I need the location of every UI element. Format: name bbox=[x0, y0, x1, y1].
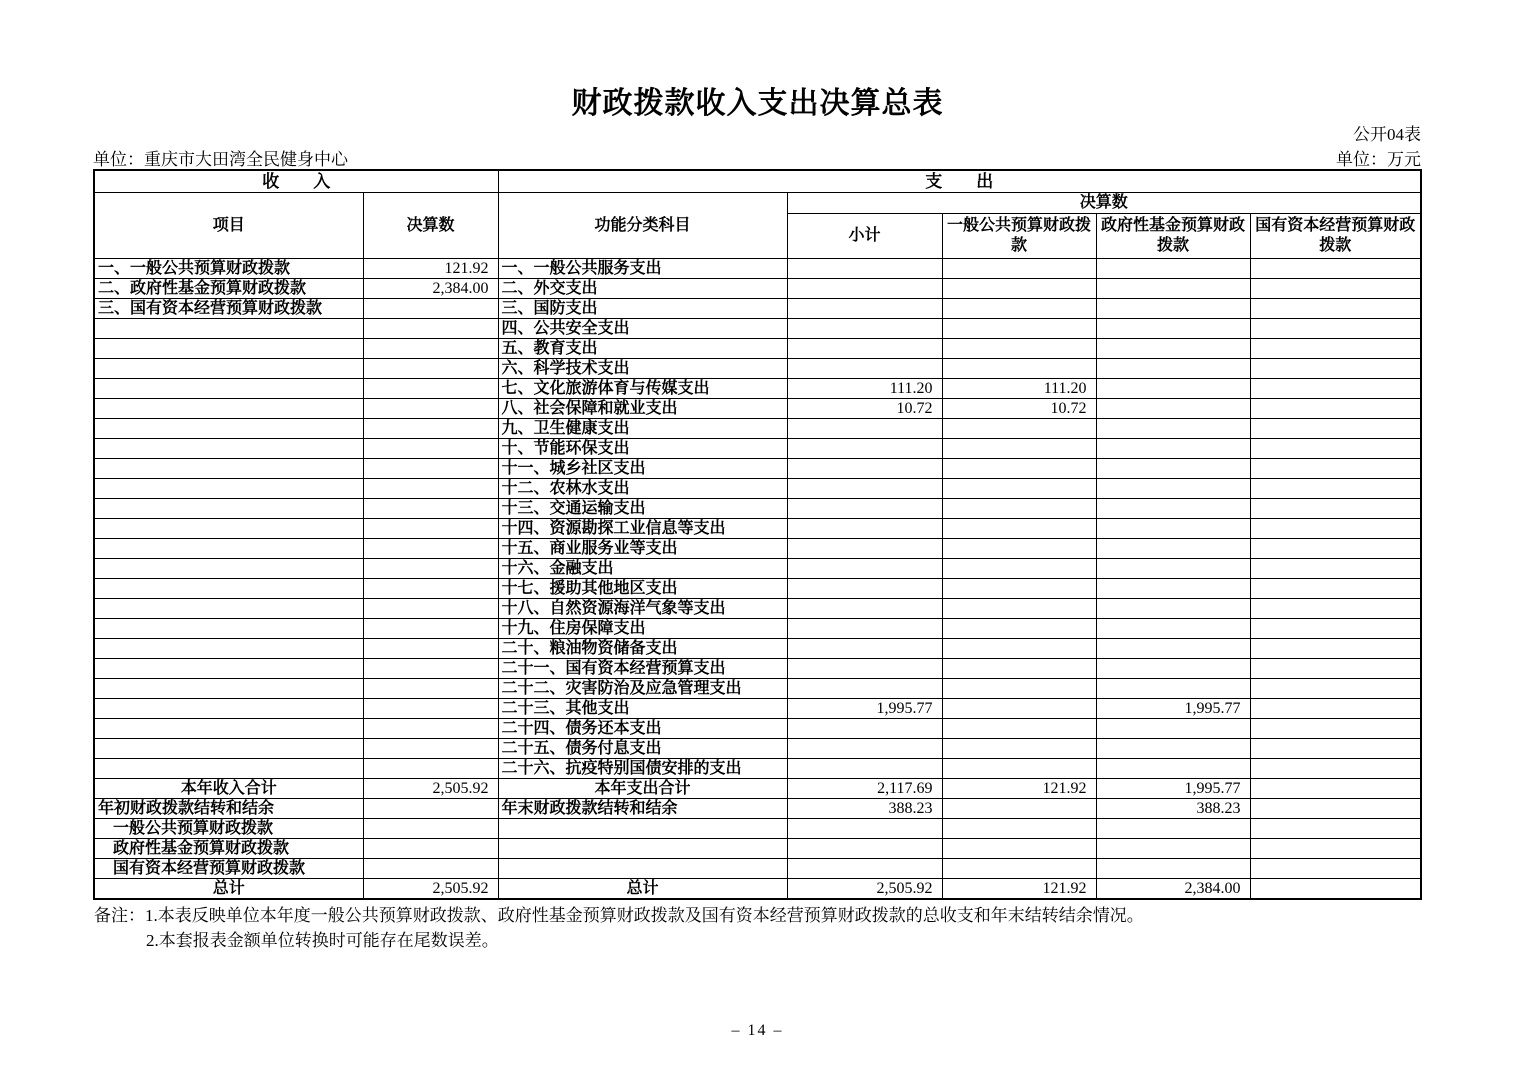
fiscal-appropriation-table bbox=[93, 169, 1422, 900]
gov-fund-cell bbox=[1096, 339, 1250, 359]
income-amount-cell: 121.92 bbox=[363, 259, 498, 279]
income-amount-cell bbox=[363, 579, 498, 599]
column-header-expenditure-final-amount: 决算数 bbox=[787, 193, 1421, 214]
general-budget-cell bbox=[942, 639, 1096, 659]
gov-fund-cell bbox=[1096, 739, 1250, 759]
gov-fund-cell: 388.23 bbox=[1096, 799, 1250, 819]
income-amount-cell bbox=[363, 819, 498, 839]
table-row bbox=[94, 299, 1421, 319]
state-capital-cell bbox=[1250, 259, 1421, 279]
general-budget-cell bbox=[942, 359, 1096, 379]
income-item-cell: 三、国有资本经营预算财政拨款 bbox=[94, 299, 363, 319]
note-text-1: 1.本表反映单位本年度一般公共预算财政拨款、政府性基金预算财政拨款及国有资本经营预算财政拨款的总收支和年末结转结余情况。 bbox=[145, 906, 1144, 925]
table-row bbox=[94, 879, 1421, 900]
state-capital-cell bbox=[1250, 359, 1421, 379]
general-budget-cell bbox=[942, 519, 1096, 539]
income-amount-cell bbox=[363, 439, 498, 459]
column-header-government-fund-budget: 政府性基金预算财政拨款 bbox=[1096, 214, 1250, 259]
subtotal-cell bbox=[787, 859, 942, 879]
general-budget-cell bbox=[942, 339, 1096, 359]
state-capital-cell bbox=[1250, 839, 1421, 859]
general-budget-cell bbox=[942, 839, 1096, 859]
expenditure-item-cell: 十、节能环保支出 bbox=[498, 439, 787, 459]
income-amount-cell bbox=[363, 639, 498, 659]
table-row bbox=[94, 279, 1421, 299]
gov-fund-cell bbox=[1096, 379, 1250, 399]
gov-fund-cell bbox=[1096, 419, 1250, 439]
income-item-cell bbox=[94, 699, 363, 719]
gov-fund-cell: 1,995.77 bbox=[1096, 699, 1250, 719]
subtotal-cell bbox=[787, 659, 942, 679]
expenditure-item-cell: 二十三、其他支出 bbox=[498, 699, 787, 719]
general-budget-cell bbox=[942, 559, 1096, 579]
income-amount-cell bbox=[363, 299, 498, 319]
expenditure-item-cell: 本年支出合计 bbox=[498, 779, 787, 799]
table-row bbox=[94, 339, 1421, 359]
state-capital-cell bbox=[1250, 659, 1421, 679]
table-row bbox=[94, 359, 1421, 379]
income-item-cell bbox=[94, 499, 363, 519]
income-item-cell: 本年收入合计 bbox=[94, 779, 363, 799]
general-budget-cell bbox=[942, 479, 1096, 499]
gov-fund-cell bbox=[1096, 259, 1250, 279]
subtotal-cell bbox=[787, 339, 942, 359]
income-item-cell bbox=[94, 339, 363, 359]
income-amount-cell bbox=[363, 479, 498, 499]
income-amount-cell bbox=[363, 499, 498, 519]
table-row bbox=[94, 639, 1421, 659]
expenditure-item-cell: 一、一般公共服务支出 bbox=[498, 259, 787, 279]
state-capital-cell bbox=[1250, 499, 1421, 519]
expenditure-item-cell: 二十、粮油物资储备支出 bbox=[498, 639, 787, 659]
form-code-label: 公开04表 bbox=[1353, 125, 1421, 144]
unit-currency-label: 单位：万元 bbox=[1336, 150, 1421, 169]
table-section-header-row bbox=[94, 170, 1421, 193]
subtotal-cell: 2,117.69 bbox=[787, 779, 942, 799]
expenditure-item-cell: 二、外交支出 bbox=[498, 279, 787, 299]
expenditure-item-cell: 九、卫生健康支出 bbox=[498, 419, 787, 439]
subtotal-cell: 10.72 bbox=[787, 399, 942, 419]
column-header-functional-category: 功能分类科目 bbox=[498, 193, 787, 259]
general-budget-cell bbox=[942, 659, 1096, 679]
gov-fund-cell bbox=[1096, 479, 1250, 499]
income-item-cell bbox=[94, 359, 363, 379]
table-row bbox=[94, 799, 1421, 819]
table-row bbox=[94, 259, 1421, 279]
expenditure-item-cell: 四、公共安全支出 bbox=[498, 319, 787, 339]
gov-fund-cell bbox=[1096, 439, 1250, 459]
expenditure-item-cell: 十六、金融支出 bbox=[498, 559, 787, 579]
general-budget-cell bbox=[942, 859, 1096, 879]
income-item-cell bbox=[94, 719, 363, 739]
general-budget-cell bbox=[942, 739, 1096, 759]
table-row bbox=[94, 439, 1421, 459]
income-item-cell bbox=[94, 619, 363, 639]
gov-fund-cell bbox=[1096, 579, 1250, 599]
table-row bbox=[94, 459, 1421, 479]
gov-fund-cell: 1,995.77 bbox=[1096, 779, 1250, 799]
state-capital-cell bbox=[1250, 799, 1421, 819]
table-row bbox=[94, 719, 1421, 739]
note-line-1 bbox=[94, 903, 1421, 928]
income-item-cell bbox=[94, 439, 363, 459]
expenditure-item-cell: 年末财政拨款结转和结余 bbox=[498, 799, 787, 819]
income-amount-cell bbox=[363, 619, 498, 639]
state-capital-cell bbox=[1250, 559, 1421, 579]
expenditure-item-cell: 十七、援助其他地区支出 bbox=[498, 579, 787, 599]
subtotal-cell bbox=[787, 679, 942, 699]
general-budget-cell: 121.92 bbox=[942, 779, 1096, 799]
expenditure-item-cell: 总计 bbox=[498, 879, 787, 900]
state-capital-cell bbox=[1250, 859, 1421, 879]
state-capital-cell bbox=[1250, 639, 1421, 659]
general-budget-cell bbox=[942, 699, 1096, 719]
income-amount-cell bbox=[363, 599, 498, 619]
state-capital-cell bbox=[1250, 459, 1421, 479]
general-budget-cell: 10.72 bbox=[942, 399, 1096, 419]
expenditure-item-cell: 十三、交通运输支出 bbox=[498, 499, 787, 519]
state-capital-cell bbox=[1250, 319, 1421, 339]
page-number: – 14 – bbox=[731, 1022, 784, 1039]
table-body bbox=[94, 259, 1421, 900]
table-row bbox=[94, 859, 1421, 879]
notes-section bbox=[94, 903, 1421, 953]
expenditure-item-cell: 十九、住房保障支出 bbox=[498, 619, 787, 639]
expenditure-item-cell: 二十四、债务还本支出 bbox=[498, 719, 787, 739]
income-amount-cell bbox=[363, 679, 498, 699]
subtotal-cell bbox=[787, 499, 942, 519]
gov-fund-cell bbox=[1096, 659, 1250, 679]
column-header-general-public-budget: 一般公共预算财政拨款 bbox=[942, 214, 1096, 259]
income-amount-cell bbox=[363, 719, 498, 739]
state-capital-cell bbox=[1250, 539, 1421, 559]
general-budget-cell bbox=[942, 259, 1096, 279]
gov-fund-cell bbox=[1096, 319, 1250, 339]
table-row bbox=[94, 579, 1421, 599]
column-header-subtotal: 小计 bbox=[787, 214, 942, 259]
table-row bbox=[94, 679, 1421, 699]
income-item-cell: 一般公共预算财政拨款 bbox=[94, 819, 363, 839]
gov-fund-cell bbox=[1096, 279, 1250, 299]
income-amount-cell bbox=[363, 339, 498, 359]
income-amount-cell bbox=[363, 359, 498, 379]
state-capital-cell bbox=[1250, 879, 1421, 900]
state-capital-cell bbox=[1250, 699, 1421, 719]
state-capital-cell bbox=[1250, 379, 1421, 399]
general-budget-cell bbox=[942, 819, 1096, 839]
subtotal-cell bbox=[787, 299, 942, 319]
general-budget-cell bbox=[942, 299, 1096, 319]
subtotal-cell: 1,995.77 bbox=[787, 699, 942, 719]
table-mid-header-row bbox=[94, 193, 1421, 214]
table-row bbox=[94, 379, 1421, 399]
income-amount-cell bbox=[363, 839, 498, 859]
gov-fund-cell bbox=[1096, 599, 1250, 619]
income-amount-cell bbox=[363, 659, 498, 679]
subtotal-cell bbox=[787, 279, 942, 299]
income-item-cell bbox=[94, 319, 363, 339]
income-item-cell bbox=[94, 399, 363, 419]
table-row bbox=[94, 739, 1421, 759]
general-budget-cell bbox=[942, 459, 1096, 479]
general-budget-cell bbox=[942, 499, 1096, 519]
unit-name-label: 单位：重庆市大田湾全民健身中心 bbox=[93, 150, 348, 169]
income-item-cell bbox=[94, 519, 363, 539]
table-row bbox=[94, 399, 1421, 419]
subtotal-cell bbox=[787, 639, 942, 659]
gov-fund-cell bbox=[1096, 559, 1250, 579]
column-header-income-final-amount: 决算数 bbox=[363, 193, 498, 259]
income-amount-cell: 2,384.00 bbox=[363, 279, 498, 299]
subtotal-cell bbox=[787, 619, 942, 639]
income-item-cell bbox=[94, 739, 363, 759]
income-section-header: 收 入 bbox=[94, 170, 498, 193]
state-capital-cell bbox=[1250, 479, 1421, 499]
gov-fund-cell bbox=[1096, 519, 1250, 539]
subtotal-cell bbox=[787, 519, 942, 539]
subtotal-cell: 111.20 bbox=[787, 379, 942, 399]
income-item-cell bbox=[94, 539, 363, 559]
income-item-cell bbox=[94, 559, 363, 579]
income-amount-cell: 2,505.92 bbox=[363, 879, 498, 900]
subtotal-cell bbox=[787, 359, 942, 379]
general-budget-cell bbox=[942, 279, 1096, 299]
expenditure-item-cell: 十五、商业服务业等支出 bbox=[498, 539, 787, 559]
table-row bbox=[94, 499, 1421, 519]
table-row bbox=[94, 319, 1421, 339]
general-budget-cell bbox=[942, 799, 1096, 819]
expenditure-item-cell: 二十六、抗疫特别国债安排的支出 bbox=[498, 759, 787, 779]
gov-fund-cell: 2,384.00 bbox=[1096, 879, 1250, 900]
gov-fund-cell bbox=[1096, 859, 1250, 879]
income-item-cell: 一、一般公共预算财政拨款 bbox=[94, 259, 363, 279]
expenditure-item-cell: 三、国防支出 bbox=[498, 299, 787, 319]
state-capital-cell bbox=[1250, 579, 1421, 599]
gov-fund-cell bbox=[1096, 619, 1250, 639]
gov-fund-cell bbox=[1096, 679, 1250, 699]
state-capital-cell bbox=[1250, 719, 1421, 739]
table-row bbox=[94, 539, 1421, 559]
expenditure-item-cell: 十二、农林水支出 bbox=[498, 479, 787, 499]
expenditure-item-cell: 二十五、债务付息支出 bbox=[498, 739, 787, 759]
subtotal-cell: 388.23 bbox=[787, 799, 942, 819]
income-amount-cell bbox=[363, 559, 498, 579]
gov-fund-cell bbox=[1096, 539, 1250, 559]
expenditure-item-cell: 八、社会保障和就业支出 bbox=[498, 399, 787, 419]
income-item-cell bbox=[94, 479, 363, 499]
gov-fund-cell bbox=[1096, 759, 1250, 779]
general-budget-cell bbox=[942, 539, 1096, 559]
state-capital-cell bbox=[1250, 279, 1421, 299]
table-row bbox=[94, 559, 1421, 579]
subtotal-cell bbox=[787, 599, 942, 619]
income-amount-cell: 2,505.92 bbox=[363, 779, 498, 799]
expenditure-item-cell bbox=[498, 819, 787, 839]
state-capital-cell bbox=[1250, 759, 1421, 779]
income-amount-cell bbox=[363, 739, 498, 759]
gov-fund-cell bbox=[1096, 399, 1250, 419]
income-amount-cell bbox=[363, 419, 498, 439]
subtotal-cell bbox=[787, 819, 942, 839]
expenditure-item-cell: 十四、资源勘探工业信息等支出 bbox=[498, 519, 787, 539]
state-capital-cell bbox=[1250, 779, 1421, 799]
expenditure-item-cell: 七、文化旅游体育与传媒支出 bbox=[498, 379, 787, 399]
general-budget-cell bbox=[942, 679, 1096, 699]
table-row bbox=[94, 779, 1421, 799]
gov-fund-cell bbox=[1096, 719, 1250, 739]
subtotal-cell bbox=[787, 439, 942, 459]
income-amount-cell bbox=[363, 519, 498, 539]
subtotal-cell bbox=[787, 539, 942, 559]
income-item-cell: 政府性基金预算财政拨款 bbox=[94, 839, 363, 859]
table-row bbox=[94, 479, 1421, 499]
state-capital-cell bbox=[1250, 519, 1421, 539]
subtotal-cell bbox=[787, 419, 942, 439]
expenditure-item-cell: 二十一、国有资本经营预算支出 bbox=[498, 659, 787, 679]
table-row bbox=[94, 519, 1421, 539]
expenditure-section-header: 支 出 bbox=[498, 170, 1421, 193]
subtotal-cell bbox=[787, 319, 942, 339]
table-row bbox=[94, 599, 1421, 619]
general-budget-cell: 111.20 bbox=[942, 379, 1096, 399]
income-item-cell bbox=[94, 659, 363, 679]
subtotal-cell bbox=[787, 559, 942, 579]
general-budget-cell bbox=[942, 319, 1096, 339]
expenditure-item-cell bbox=[498, 859, 787, 879]
expenditure-item-cell: 十八、自然资源海洋气象等支出 bbox=[498, 599, 787, 619]
state-capital-cell bbox=[1250, 739, 1421, 759]
gov-fund-cell bbox=[1096, 499, 1250, 519]
subtotal-cell bbox=[787, 259, 942, 279]
gov-fund-cell bbox=[1096, 359, 1250, 379]
income-item-cell bbox=[94, 679, 363, 699]
income-amount-cell bbox=[363, 319, 498, 339]
gov-fund-cell bbox=[1096, 839, 1250, 859]
state-capital-cell bbox=[1250, 439, 1421, 459]
expenditure-item-cell: 二十二、灾害防治及应急管理支出 bbox=[498, 679, 787, 699]
expenditure-item-cell bbox=[498, 839, 787, 859]
general-budget-cell bbox=[942, 759, 1096, 779]
income-amount-cell bbox=[363, 539, 498, 559]
table-row bbox=[94, 839, 1421, 859]
notes-label: 备注： bbox=[94, 906, 145, 925]
income-item-cell bbox=[94, 459, 363, 479]
gov-fund-cell bbox=[1096, 459, 1250, 479]
table-row bbox=[94, 659, 1421, 679]
income-amount-cell bbox=[363, 459, 498, 479]
state-capital-cell bbox=[1250, 679, 1421, 699]
table-row bbox=[94, 619, 1421, 639]
state-capital-cell bbox=[1250, 399, 1421, 419]
state-capital-cell bbox=[1250, 339, 1421, 359]
subtotal-cell bbox=[787, 739, 942, 759]
income-item-cell: 二、政府性基金预算财政拨款 bbox=[94, 279, 363, 299]
income-item-cell: 国有资本经营预算财政拨款 bbox=[94, 859, 363, 879]
subtotal-cell: 2,505.92 bbox=[787, 879, 942, 900]
subtotal-cell bbox=[787, 579, 942, 599]
state-capital-cell bbox=[1250, 419, 1421, 439]
income-amount-cell bbox=[363, 759, 498, 779]
general-budget-cell bbox=[942, 439, 1096, 459]
general-budget-cell bbox=[942, 419, 1096, 439]
income-amount-cell bbox=[363, 379, 498, 399]
column-header-state-capital-budget: 国有资本经营预算财政拨款 bbox=[1250, 214, 1421, 259]
income-item-cell bbox=[94, 579, 363, 599]
income-amount-cell bbox=[363, 859, 498, 879]
state-capital-cell bbox=[1250, 299, 1421, 319]
gov-fund-cell bbox=[1096, 819, 1250, 839]
subtotal-cell bbox=[787, 479, 942, 499]
subtotal-cell bbox=[787, 459, 942, 479]
meta-row bbox=[93, 145, 1421, 170]
table-row bbox=[94, 819, 1421, 839]
expenditure-item-cell: 五、教育支出 bbox=[498, 339, 787, 359]
general-budget-cell bbox=[942, 719, 1096, 739]
subtotal-cell bbox=[787, 719, 942, 739]
income-amount-cell bbox=[363, 799, 498, 819]
expenditure-item-cell: 十一、城乡社区支出 bbox=[498, 459, 787, 479]
general-budget-cell bbox=[942, 599, 1096, 619]
income-item-cell bbox=[94, 759, 363, 779]
state-capital-cell bbox=[1250, 819, 1421, 839]
state-capital-cell bbox=[1250, 619, 1421, 639]
note-line-2: 2.本套报表金额单位转换时可能存在尾数误差。 bbox=[146, 931, 499, 950]
expenditure-item-cell: 六、科学技术支出 bbox=[498, 359, 787, 379]
subtotal-cell bbox=[787, 759, 942, 779]
gov-fund-cell bbox=[1096, 639, 1250, 659]
income-item-cell bbox=[94, 379, 363, 399]
income-amount-cell bbox=[363, 699, 498, 719]
gov-fund-cell bbox=[1096, 299, 1250, 319]
income-item-cell bbox=[94, 419, 363, 439]
income-item-cell bbox=[94, 599, 363, 619]
income-amount-cell bbox=[363, 399, 498, 419]
general-budget-cell: 121.92 bbox=[942, 879, 1096, 900]
income-item-cell: 总计 bbox=[94, 879, 363, 900]
column-header-item: 项目 bbox=[94, 193, 363, 259]
income-item-cell: 年初财政拨款结转和结余 bbox=[94, 799, 363, 819]
page-title: 财政拨款收入支出决算总表 bbox=[571, 87, 944, 120]
general-budget-cell bbox=[942, 579, 1096, 599]
income-item-cell bbox=[94, 639, 363, 659]
general-budget-cell bbox=[942, 619, 1096, 639]
state-capital-cell bbox=[1250, 599, 1421, 619]
table-row bbox=[94, 699, 1421, 719]
subtotal-cell bbox=[787, 839, 942, 859]
table-row bbox=[94, 419, 1421, 439]
table-row bbox=[94, 759, 1421, 779]
